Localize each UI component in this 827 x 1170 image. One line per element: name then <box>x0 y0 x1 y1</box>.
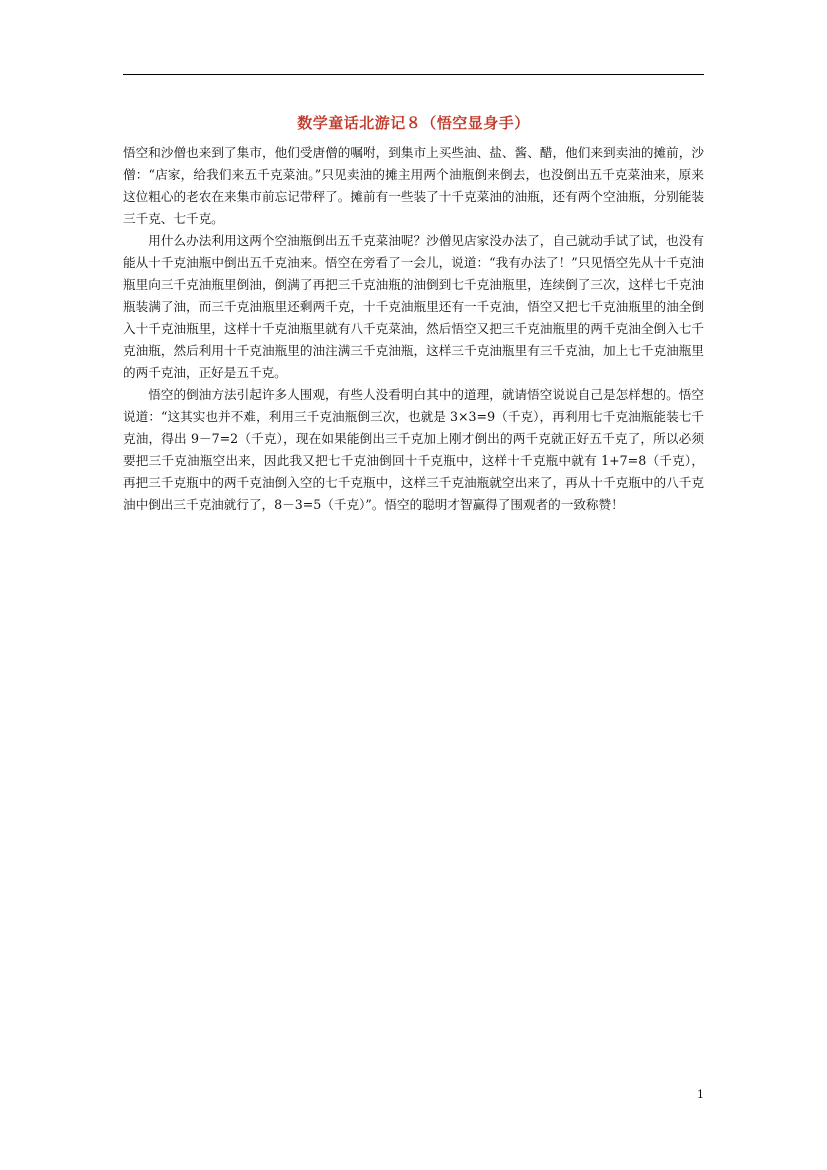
header-rule <box>123 74 704 75</box>
article-body <box>123 142 704 516</box>
paragraph-1: 悟空和沙僧也来到了集市，他们受唐僧的嘱咐，到集市上买些油、盐、酱、醋，他们来到卖油的摊前，沙僧：“店家，给我们来五千克菜油。”只见卖油的摊主用两个油瓶倒来倒去，也没倒出五千克菜油来，原来这位粗心的老农在来集市前忘记带秤了。摊前有一些装了十千克菜油的油瓶，还有两个空油瓶，分别能装三千克、七千克。 <box>123 145 704 226</box>
paragraph-2: 用什么办法利用这两个空油瓶倒出五千克菜油呢？沙僧见店家没办法了，自己就动手试了试，也没有能从十千克油瓶中倒出五千克油来。悟空在旁看了一会儿，说道：“我有办法了！”只见悟空先从十千克油瓶里向三千克油瓶里倒油，倒满了再把三千克油瓶的油倒到七千克油瓶里，连续倒了三次，这样七千克油瓶装满了油，而三千克油瓶里还剩两千克，十千克油瓶里还有一千克油，悟空又把七千克油瓶里的油全倒入十千克油瓶里，这样十千克油瓶里就有八千克菜油，然后悟空又把三千克油瓶里的两千克油全倒入七千克油瓶，然后利用十千克油瓶里的油注满三千克油瓶，这样三千克油瓶里有三千克油，加上七千克油瓶里的两千克油，正好是五千克。 <box>123 233 704 380</box>
paragraph-3: 悟空的倒油方法引起许多人围观，有些人没看明白其中的道理，就请悟空说说自己是怎样想的。悟空说道：“这其实也并不难，利用三千克油瓶倒三次，也就是 3×3=9（千克），再利用七千克油瓶能装七千克油，得出 9－7=2（千克），现在如果能倒出三千克加上刚才倒出的两千克就正好五千克了，所以必须要把三千克油瓶空出来，因此我又把七千克油倒回十千克瓶中，这样十千克瓶中就有 1+7=8（千克），再把三千克瓶中的两千克油倒入空的七千克瓶中，这样三千克油瓶就空出来了，再从十千克瓶中的八千克油中倒出三千克油就行了，8－3=5（千克）”。悟空的聪明才智赢得了围观者的一致称赞！ <box>123 387 704 512</box>
page-title: 数学童话北游记８（悟空显身手） <box>297 114 530 132</box>
page-number: 1 <box>697 1088 704 1101</box>
